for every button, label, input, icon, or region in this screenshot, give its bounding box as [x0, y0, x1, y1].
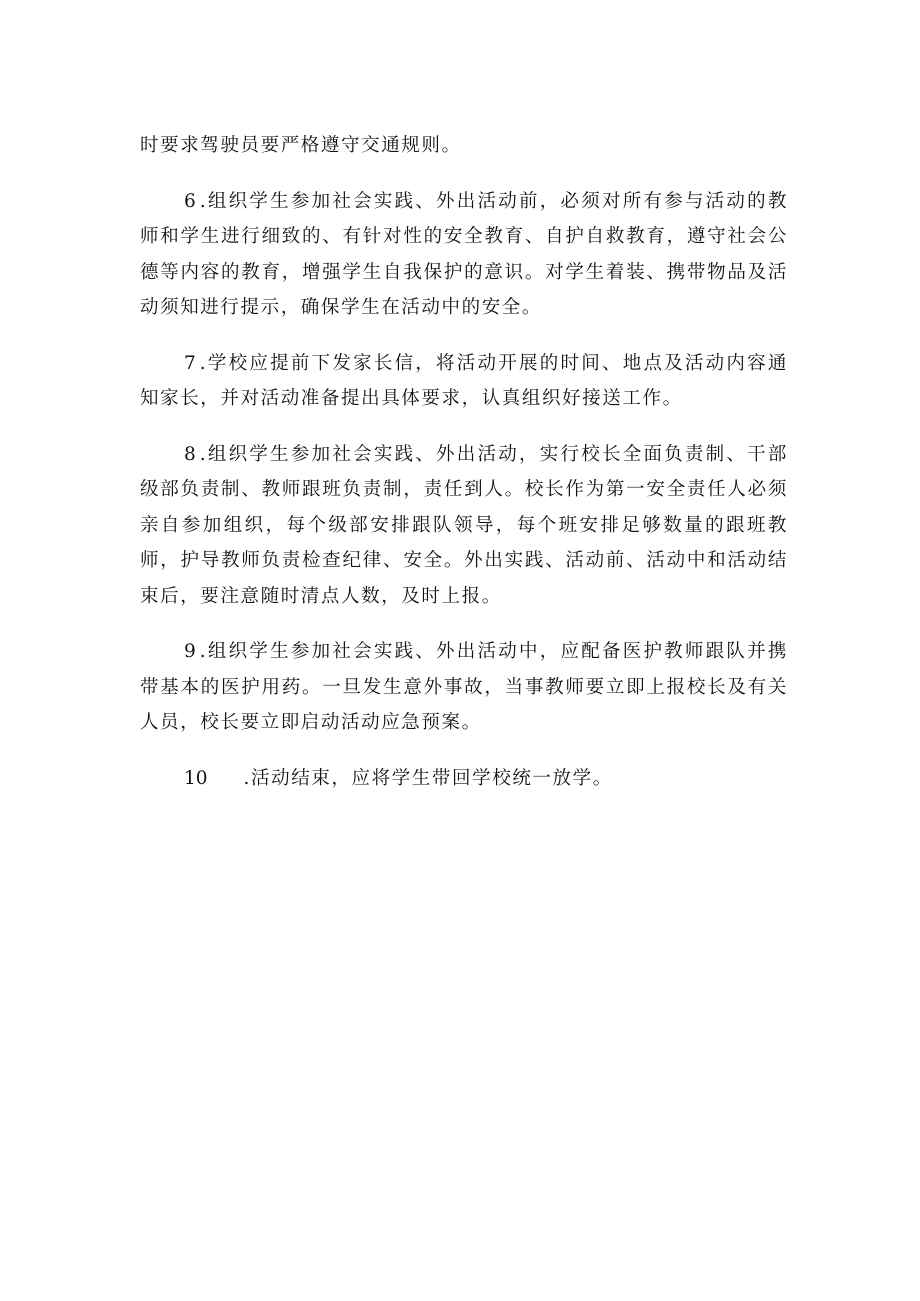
item-number: 9 — [184, 641, 196, 662]
item-number: 6 — [184, 190, 196, 212]
paragraph-text: .组织学生参加社会实践、外出活动，实行校长全面负责制、干部级部负责制、教师跟班负责制，责任到人。校长作为第一安全责任人必须亲自参加组织，每个级部安排跟队领导，每个班安排足够数量的跟班教师，护导教师负责检查纪律、安全。外出实践、活动前、活动中和活动结束后，要注意随时清点人数，及时上报。 — [140, 443, 788, 607]
paragraph-text: .学校应提前下发家长信，将活动开展的时间、地点及活动内容通知家长，并对活动准备提出具体要求，认真组织好接送工作。 — [140, 352, 788, 409]
paragraph-item-9 — [140, 634, 788, 741]
item-number: 7 — [184, 352, 196, 374]
paragraph-item-10 — [140, 761, 788, 797]
paragraph-item-7 — [140, 346, 788, 417]
item-number: 10 — [184, 767, 208, 789]
paragraph-text: 时要求驾驶员要严格遵守交通规则。 — [140, 135, 462, 156]
document-body — [140, 128, 788, 816]
paragraph-item-8 — [140, 437, 788, 615]
item-number: 8 — [184, 443, 196, 465]
paragraph-text: .活动结束，应将学生带回学校统一放学。 — [243, 767, 613, 789]
paragraph-continued — [140, 128, 788, 164]
paragraph-text: .组织学生参加社会实践、外出活动中，应配备医护教师跟队并携带基本的医护用药。一旦发生意外事故，当事教师要立即上报校长及有关人员，校长要立即启动活动应急预案。 — [140, 641, 788, 733]
paragraph-item-6 — [140, 184, 788, 326]
paragraph-text: .组织学生参加社会实践、外出活动前，必须对所有参与活动的教师和学生进行细致的、有针对性的安全教育、自护自救教育，遵守社会公德等内容的教育，增强学生自我保护的意识。对学生着装、携带物品及活动须知进行提示，确保学生在活动中的安全。 — [140, 190, 788, 318]
